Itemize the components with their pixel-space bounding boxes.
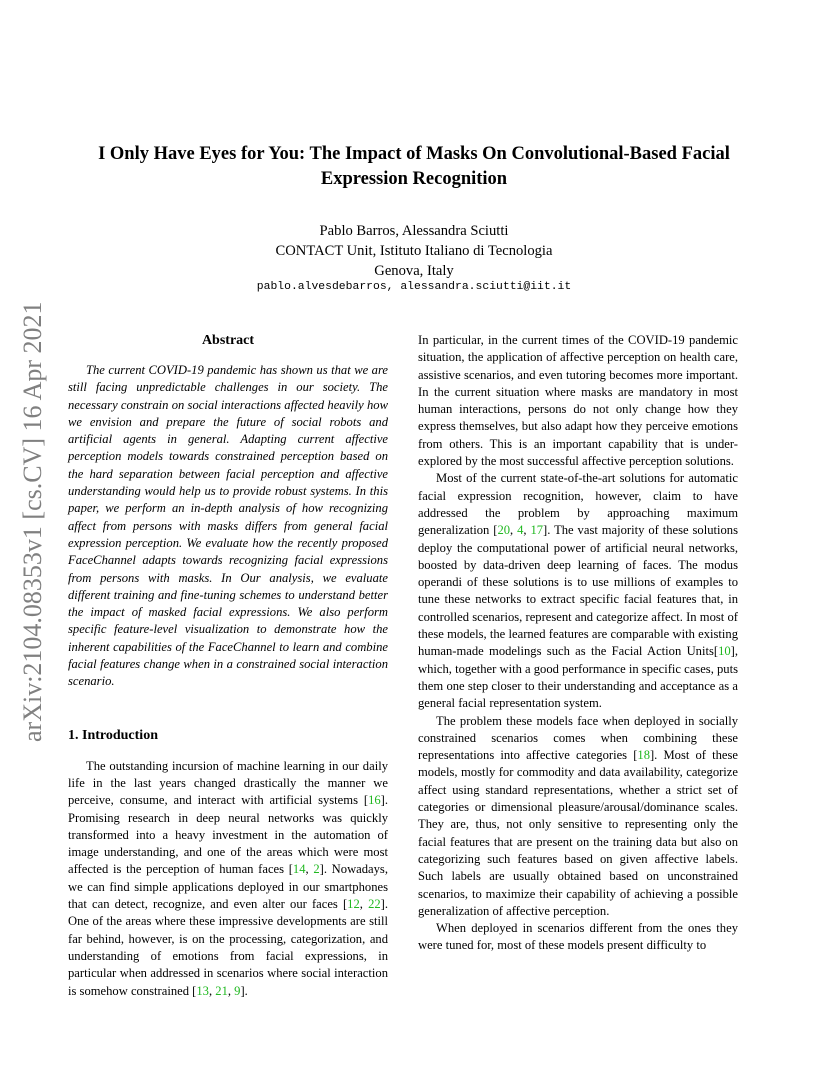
- text-run: The problem these models face when deployed in socially constrained scenarios comes when combining these representations into affective categories [: [418, 713, 738, 763]
- citation-link[interactable]: 14: [292, 862, 306, 877]
- text-run: ]. Nowadays, we can find simple applications deployed in our smartphones that can detect, recognize, and even alter our faces [: [68, 862, 388, 912]
- text-run: ]. Promising research in deep neural networks was quickly transformed into a heavy investment in the automation of image understanding, and one of the areas which were most affected is the perception of human faces [: [68, 793, 388, 877]
- paper-title: I Only Have Eyes for You: The Impact of Masks On Convolutional-Based Facial Expression Recognition: [98, 144, 730, 189]
- intro-paragraph-5: When deployed in scenarios different from the ones they were tuned for, most of these models present difficulty to: [418, 921, 738, 953]
- section-heading-introduction: 1. Introduction: [68, 727, 158, 743]
- intro-paragraph-3: [418, 470, 738, 712]
- author-affiliation: CONTACT Unit, Istituto Italiano di Tecnologia: [275, 243, 553, 259]
- author-emails: pablo.alvesdebarros, alessandra.sciutti@iit.it: [256, 281, 572, 293]
- citation-link[interactable]: 16: [368, 793, 381, 808]
- intro-paragraph-1: [68, 758, 388, 1000]
- text-run: ,: [208, 983, 216, 998]
- text-run: ], which, together with a good performance in specific cases, puts them one step closer to their understanding and acceptance as a general facial representation system.: [418, 644, 738, 711]
- citation-link[interactable]: 17: [530, 523, 544, 538]
- text-run: The outstanding incursion of machine learning in our daily life in the last years changed drastically the manner we perceive, consume, and interact with artificial systems [: [68, 758, 388, 808]
- text-run: Most of the current state-of-the-art solutions for automatic facial expression recognition, however, claim to have addressed the problem by approaching maximum generalization [: [418, 471, 738, 538]
- author-names: Pablo Barros, Alessandra Sciutti: [319, 223, 509, 239]
- right-column: [418, 332, 738, 955]
- citation-link[interactable]: 18: [637, 748, 650, 763]
- citation-link[interactable]: 20: [497, 523, 511, 538]
- abstract-heading: Abstract: [201, 333, 255, 348]
- text-run: ]. Most of these models, mostly for commodity and data availability, categorize affect using standard representations, whether a strict set of categories or dimensional pleasure/arousal/dominance scales. They are, thus, not only sensitive to representing only the facial features that are present on the training data but also on categorizing such features based on given affective labels. Such labels are usually obtained based on unconstrained scenarios, to maximize their capability of achieving a possible generalization of affective perception.: [418, 748, 738, 918]
- text-run: ,: [359, 897, 369, 912]
- text-run: ]. One of the areas where these impressive developments are still far behind, however, is on the processing, categorization, and understanding of emotions from facial expressions, in particular when addressed in scenarios where social interaction is somehow constrained [: [68, 897, 388, 998]
- citation-link[interactable]: 12: [347, 897, 360, 912]
- text-run: ]. The vast majority of these solutions deploy the computational power of artificial neural networks, boosted by data-driven deep learning of faces. The modus operandi of these solutions is to use millions of examples to tune these networks to extract specific facial features that, in controlled scenarios, represent and categorize affect. In most of these models, the learned features are comparable with existing human-made modelings such as the Facial Action Units[: [418, 523, 739, 659]
- author-location: Genova, Italy: [374, 263, 454, 279]
- citation-link[interactable]: 9: [234, 983, 241, 998]
- author-block: [160, 221, 668, 281]
- citation-link[interactable]: 13: [196, 983, 209, 998]
- text-run: ,: [510, 523, 518, 538]
- citation-link[interactable]: 4: [517, 523, 524, 538]
- intro-paragraph-2: In particular, in the current times of the COVID-19 pandemic situation, the application of affective perception on health care, assistive scenarios, and even tutoring becomes more important. In the current situation where masks are mandatory in most human interactions, persons do not only change how they express themselves, but also adapt how they perceive emotions from others. This is an important capability that is under-explored by the most successful affective perception solutions.: [418, 333, 738, 469]
- intro-paragraph-4: [418, 713, 738, 921]
- citation-link[interactable]: 10: [718, 644, 731, 659]
- text-run: ].: [240, 983, 248, 998]
- text-run: ,: [305, 862, 314, 877]
- citation-link[interactable]: 22: [368, 897, 381, 912]
- text-run: ,: [523, 523, 531, 538]
- abstract-text: The current COVID-19 pandemic has shown us that we are still facing unpredictable challenges in our society. The necessary constrain on social interactions affected heavily how we envision and prepare the future of social robots and artificial agents in general. Adapting current affective perception models towards constrained perception based on the hard separation between facial perception and affective understanding would help us to provide robust systems. In this paper, we perform an in-depth analysis of how recognizing affect from persons with masks differs from general facial expression perception. We evaluate how the recently proposed FaceChannel adapts towards recognizing facial expressions from persons with masks. In Our analysis, we evaluate different training and fine-tuning schemes to understand better the impact of masked facial expressions. We also perform specific feature-level visualization to demonstrate how the inherent capabilities of the FaceChannel to learn and combine facial features change when in a constrained social interaction scenario.: [68, 363, 388, 689]
- citation-link[interactable]: 2: [313, 862, 320, 877]
- arxiv-identifier: arXiv:2104.08353v1 [cs.CV] 16 Apr 2021: [18, 301, 47, 743]
- text-run: ,: [227, 983, 235, 998]
- citation-link[interactable]: 21: [215, 983, 228, 998]
- left-column: [68, 332, 388, 1000]
